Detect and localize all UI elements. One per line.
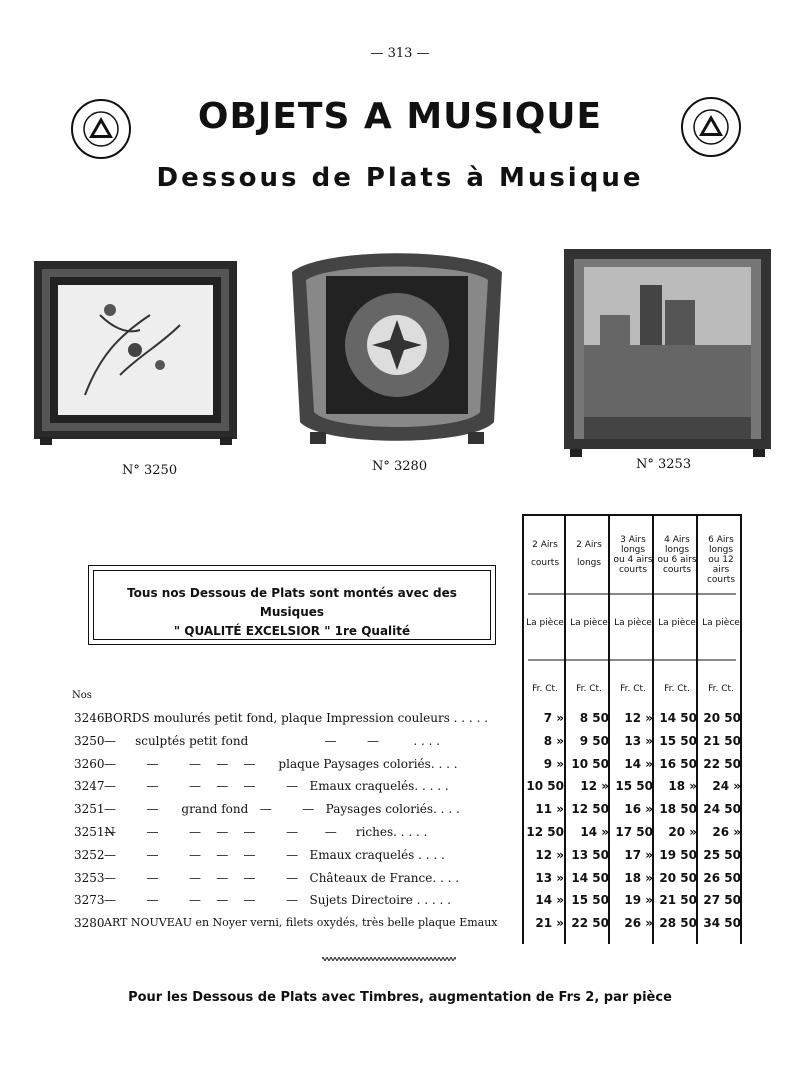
table-row [0,825,800,847]
notice-line-1: Tous nos Dessous de Plats sont montés avec des Musiques [127,586,457,619]
row-number: 3273 [74,893,105,908]
price-cell: 12 50 [571,802,609,817]
table-row [0,916,800,938]
notice-box [88,565,496,645]
row-description: — — — — — — Emaux craquelés. . . . . [104,779,449,794]
unit-5: La pièce [702,618,740,628]
col-header-3: 3 Airs longs ou 4 airs courts [613,535,653,575]
row-description: — sculptés petit fond — — . . . . [104,733,441,748]
trivet-3250-illustration [30,255,245,450]
price-cell: 22 50 [703,756,741,771]
price-cell: 20 50 [703,711,741,725]
table-row [0,711,800,733]
price-cell: 24 50 [703,802,741,817]
row-number: 3251N [74,825,116,839]
col-header-4: 4 Airs longs ou 6 airs courts [657,535,697,575]
price-cell: 15 50 [615,779,653,794]
table-row [0,757,800,779]
col-header-1: 2 Airs courts [530,540,560,568]
price-cell: 12 » [580,779,609,794]
price-cell: 12 » [624,711,653,725]
caption-3250: N° 3250 [122,463,178,478]
table-row [0,802,800,824]
row-number: 3250 [74,733,105,748]
price-cell: 28 50 [659,916,697,931]
price-cell: 7 » [543,711,564,725]
row-number: 3251 [74,802,105,817]
row-description: — — — — — — Sujets Directoire . . . . . [104,893,451,908]
row-number: 3260 [74,756,105,771]
currency-5: Fr. Ct. [708,684,734,694]
row-description: — — — — — — — riches. . . . . [104,825,428,839]
price-cell: 10 50 [526,779,564,794]
trivet-3253-illustration [560,245,775,460]
price-cell: 8 » [543,733,564,748]
price-cell: 14 » [580,825,609,839]
unit-3: La pièce [614,618,652,628]
price-cell: 17 50 [615,825,653,839]
row-description: — — — — — — Châteaux de France. . . . [104,870,460,885]
price-cell: 14 » [535,893,564,908]
price-cell: 14 50 [571,870,609,885]
price-cell: 13 » [624,733,653,748]
page-subtitle: Dessous de Plats à Musique [156,163,644,193]
row-number: 3253 [74,870,105,885]
row-number: 3280 [74,916,105,931]
trivet-3280-illustration [282,242,512,457]
table-row [0,871,800,893]
price-cell: 20 50 [659,870,697,885]
price-cell: 26 » [712,825,741,839]
price-cell: 21 50 [659,893,697,908]
caption-3253: N° 3253 [636,457,692,472]
price-cell: 9 50 [579,733,609,748]
price-cell: 15 50 [571,893,609,908]
price-cell: 17 » [624,847,653,862]
row-description: — — — — — plaque Paysages coloriés. . . . [104,756,458,771]
wavy-divider [322,955,456,963]
price-cell: 12 » [535,847,564,862]
table-row [0,734,800,756]
currency-2: Fr. Ct. [576,684,602,694]
price-cell: 34 50 [703,916,741,931]
price-cell: 10 50 [571,756,609,771]
footer-note: Pour les Dessous de Plats avec Timbres, augmentation de Frs 2, par pièce [128,990,672,1005]
price-cell: 16 » [624,802,653,817]
price-cell: 15 50 [659,733,697,748]
currency-4: Fr. Ct. [664,684,690,694]
price-cell: 16 50 [659,756,697,771]
row-description: BORDS moulurés petit fond, plaque Impression couleurs . . . . . [104,711,489,725]
price-cell: 14 » [624,756,653,771]
table-row [0,848,800,870]
row-number: 3247 [74,779,105,794]
price-cell: 27 50 [703,893,741,908]
no-column-label: Nos [72,690,92,701]
row-number: 3252 [74,847,105,862]
price-cell: 12 50 [526,825,564,839]
price-cell: 18 » [624,870,653,885]
price-cell: 18 » [668,779,697,794]
col-header-5: 6 Airs longs ou 12 airs courts [706,535,736,585]
caption-3280: N° 3280 [372,459,428,474]
col-header-2: 2 Airs longs [576,540,602,568]
price-cell: 13 » [535,870,564,885]
price-cell: 21 » [535,916,564,931]
price-cell: 26 » [624,916,653,931]
notice-line-2: " QUALITÉ EXCELSIOR " 1re Qualité [173,624,411,638]
currency-1: Fr. Ct. [532,684,558,694]
page-number: — 313 — [370,46,430,61]
price-cell: 19 » [624,893,653,908]
row-description: — — grand fond — — Paysages coloriés. . . . [104,802,460,817]
page-title: OBJETS A MUSIQUE [197,96,603,137]
price-cell: 26 50 [703,870,741,885]
row-description: ART NOUVEAU en Noyer verni, filets oxydés, très belle plaque Emaux [104,916,498,930]
price-cell: 18 50 [659,802,697,817]
price-cell: 13 50 [571,847,609,862]
price-cell: 9 » [543,756,564,771]
table-row [0,893,800,915]
price-cell: 24 » [712,779,741,794]
price-cell: 21 50 [703,733,741,748]
price-cell: 14 50 [659,711,697,725]
price-cell: 8 50 [579,711,609,725]
price-cell: 11 » [535,802,564,817]
price-cell: 25 50 [703,847,741,862]
unit-4: La pièce [658,618,696,628]
unit-1: La pièce [526,618,564,628]
price-cell: 19 50 [659,847,697,862]
unit-2: La pièce [570,618,608,628]
price-cell: 22 50 [571,916,609,931]
table-row [0,779,800,801]
price-cell: 20 » [668,825,697,839]
row-description: — — — — — — Emaux craquelés . . . . [104,847,445,862]
currency-3: Fr. Ct. [620,684,646,694]
row-number: 3246 [74,711,105,725]
